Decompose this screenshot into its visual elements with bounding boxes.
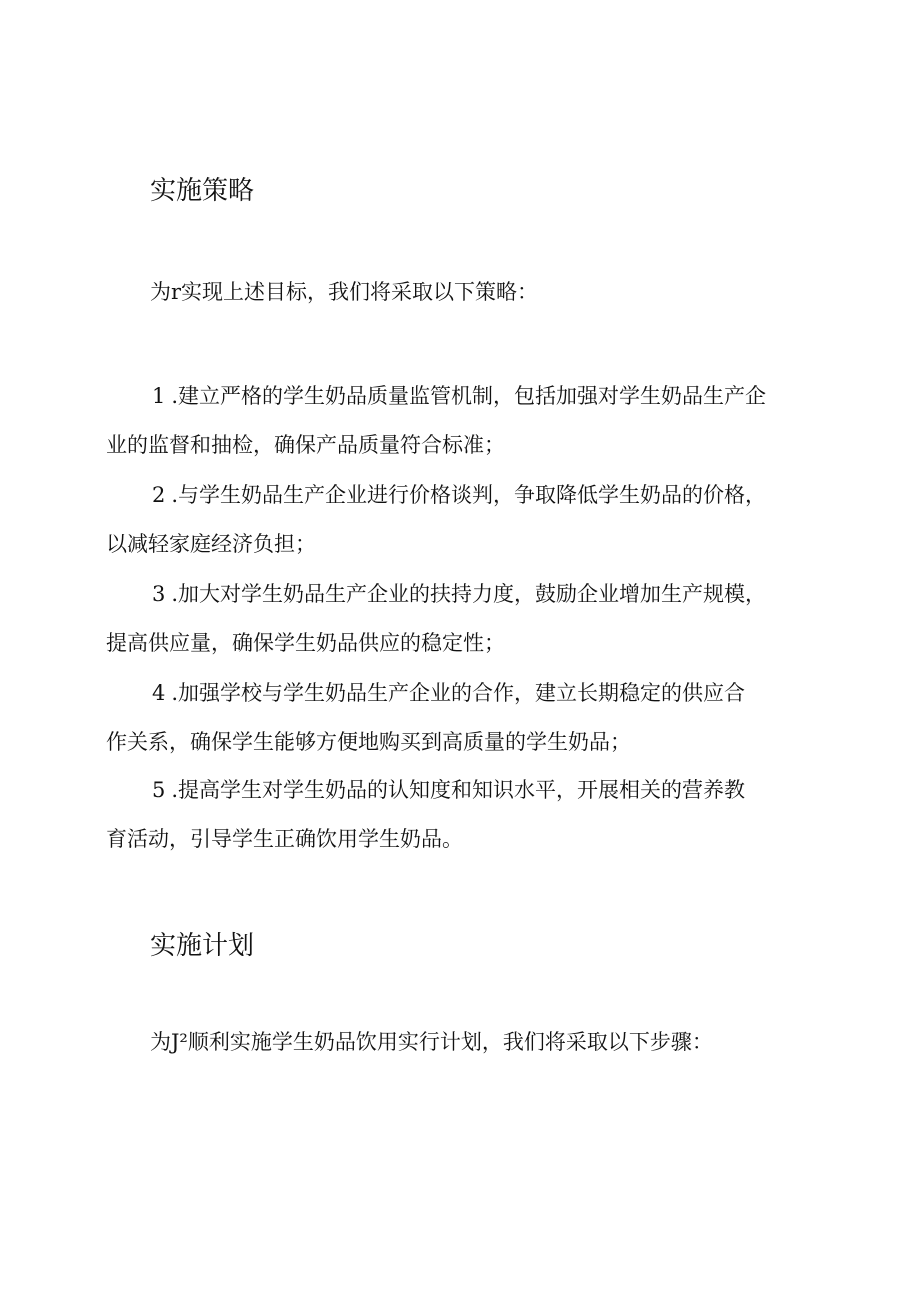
strategy-item-2-line1 xyxy=(106,471,826,520)
strategy-item-5 xyxy=(106,766,826,864)
section-heading-strategy: 实施策略 xyxy=(150,176,255,206)
strategy-item-5-line1 xyxy=(106,766,826,815)
item-text: .加大对学生奶品生产企业的扶持力度，鼓励企业增加生产规模， xyxy=(171,582,767,606)
item-text: .建立严格的学生奶品质量监管机制，包括加强对学生奶品生产企 xyxy=(171,384,767,408)
strategy-item-3 xyxy=(106,570,826,668)
strategy-item-2-line2: 以减轻家庭经济负担； xyxy=(106,532,316,556)
strategy-item-1-line2: 业的监督和抽检，确保产品质量符合标准； xyxy=(106,433,505,457)
strategy-item-4-line1 xyxy=(106,669,826,718)
strategy-item-4-line2: 作关系，确保学生能够方便地购买到高质量的学生奶品； xyxy=(106,730,631,754)
strategy-item-3-line1 xyxy=(106,570,826,619)
item-number: 1 xyxy=(152,384,166,408)
strategy-intro: 为r实现上述目标，我们将采取以下策略： xyxy=(150,280,539,304)
strategy-item-3-line2: 提高供应量，确保学生奶品供应的稳定性； xyxy=(106,631,505,655)
strategy-item-5-line2: 育活动，引导学生正确饮用学生奶品。 xyxy=(106,827,463,851)
item-number: 5 xyxy=(152,778,166,802)
strategy-item-2 xyxy=(106,471,826,569)
item-number: 2 xyxy=(152,483,166,507)
item-text: .加强学校与学生奶品生产企业的合作，建立长期稳定的供应合 xyxy=(171,681,746,705)
item-text: .与学生奶品生产企业进行价格谈判，争取降低学生奶品的价格， xyxy=(171,483,767,507)
strategy-item-1-line1 xyxy=(106,372,826,421)
item-number: 4 xyxy=(152,681,166,705)
strategy-item-4 xyxy=(106,669,826,767)
section-heading-plan: 实施计划 xyxy=(150,931,255,961)
item-number: 3 xyxy=(152,582,166,606)
item-text: .提高学生对学生奶品的认知度和知识水平，开展相关的营养教 xyxy=(171,778,746,802)
plan-intro: 为J²顺利实施学生奶品饮用实行计划，我们将采取以下步骤： xyxy=(150,1030,713,1054)
strategy-item-1 xyxy=(106,372,826,470)
